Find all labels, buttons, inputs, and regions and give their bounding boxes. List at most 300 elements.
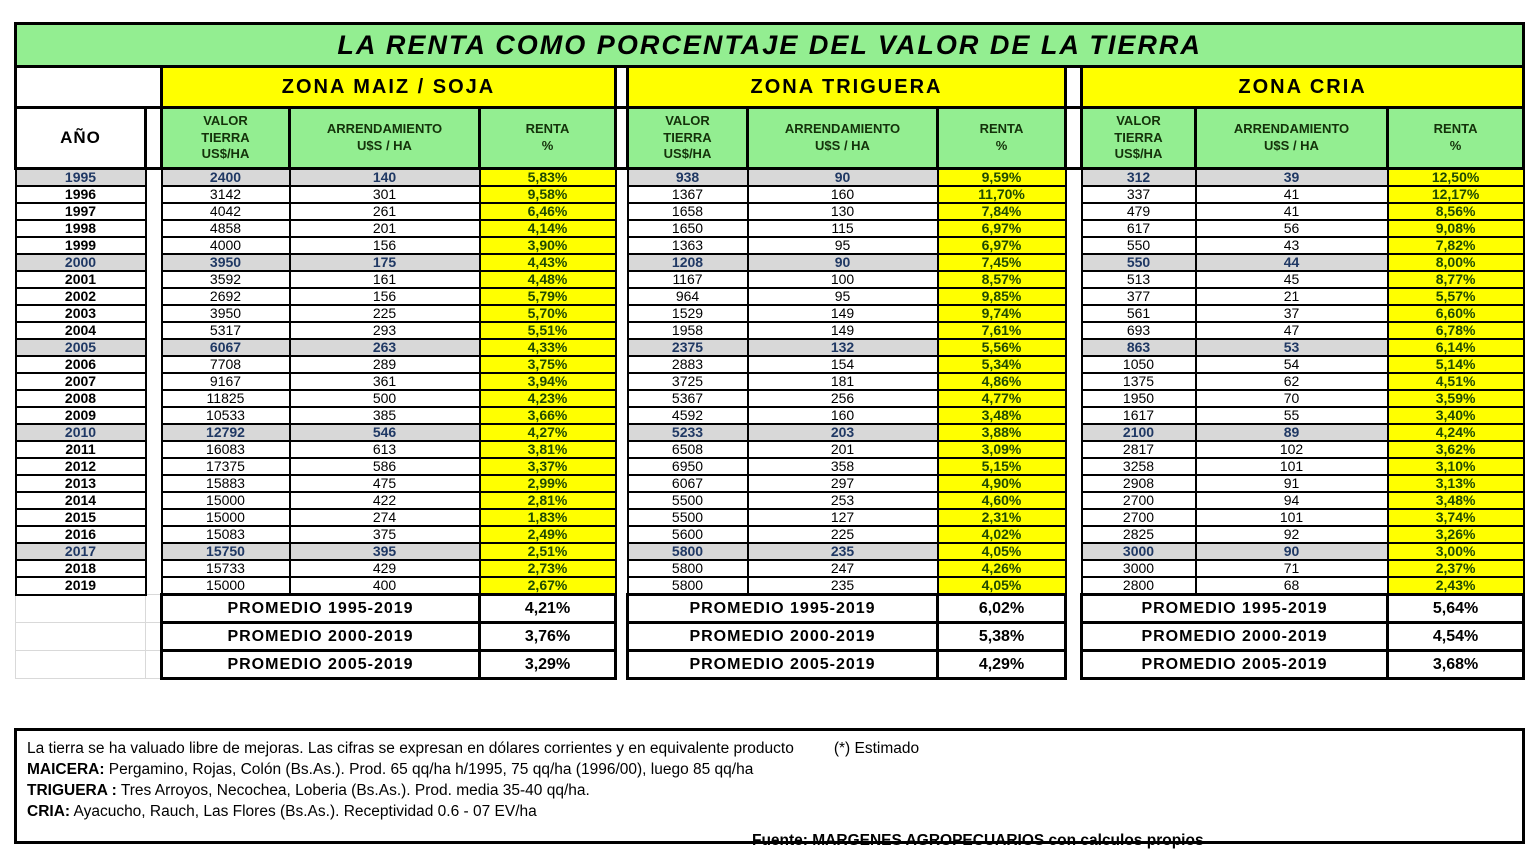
row-spacer xyxy=(1066,373,1082,390)
row-spacer xyxy=(1066,424,1082,441)
triguera-arrendamiento-cell: 115 xyxy=(748,220,938,237)
promedio-row xyxy=(16,623,1524,651)
cria-renta-cell: 12,17% xyxy=(1388,186,1524,203)
zone-cria-header: ZONA CRIA xyxy=(1082,67,1524,108)
cria-arrendamiento-cell: 54 xyxy=(1196,356,1388,373)
row-spacer xyxy=(616,458,628,475)
maiz-renta-cell: 3,90% xyxy=(480,237,616,254)
row-spacer xyxy=(1066,475,1082,492)
row-spacer xyxy=(616,373,628,390)
row-spacer xyxy=(146,203,162,220)
maiz-arrendamiento-cell: 586 xyxy=(290,458,480,475)
cria-renta-cell: 5,57% xyxy=(1388,288,1524,305)
promedio-blank xyxy=(146,595,162,623)
year-cell: 2000 xyxy=(16,254,146,271)
zone-spacer xyxy=(1066,67,1082,108)
maiz-valor-cell: 7708 xyxy=(162,356,290,373)
cria-renta-cell: 8,56% xyxy=(1388,203,1524,220)
maiz-promedio-label: PROMEDIO 2000-2019 xyxy=(162,623,480,651)
row-spacer xyxy=(146,577,162,595)
footnote-triguera: TRIGUERA : Tres Arroyos, Necochea, Loberia (Bs.As.). Prod. media 35-40 qq/ha. xyxy=(27,781,590,799)
maiz-renta-cell: 3,94% xyxy=(480,373,616,390)
promedio-body xyxy=(16,595,1524,679)
cria-arrendamiento-cell: 47 xyxy=(1196,322,1388,339)
row-spacer xyxy=(616,577,628,595)
triguera-renta-cell: 3,09% xyxy=(938,441,1066,458)
table-row xyxy=(16,526,1524,543)
triguera-arrendamiento-cell: 235 xyxy=(748,543,938,560)
promedio-blank xyxy=(146,651,162,679)
triguera-arrendamiento-cell: 253 xyxy=(748,492,938,509)
triguera-arrendamiento-cell: 358 xyxy=(748,458,938,475)
cria-valor-cell: 1375 xyxy=(1082,373,1196,390)
cria-valor-cell: 377 xyxy=(1082,288,1196,305)
triguera-renta-cell: 9,74% xyxy=(938,305,1066,322)
maiz-valor-cell: 17375 xyxy=(162,458,290,475)
zone-blank-cell xyxy=(16,67,162,108)
cria-renta-cell: 2,43% xyxy=(1388,577,1524,595)
triguera-arrendamiento-cell: 132 xyxy=(748,339,938,356)
zone-header-row xyxy=(16,67,1524,108)
triguera-renta-cell: 4,26% xyxy=(938,560,1066,577)
triguera-valor-cell: 1167 xyxy=(628,271,748,288)
maiz-arrendamiento-cell: 293 xyxy=(290,322,480,339)
maiz-arrendamiento-cell: 500 xyxy=(290,390,480,407)
cria-promedio-label: PROMEDIO 2000-2019 xyxy=(1082,623,1388,651)
cria-renta-cell: 3,59% xyxy=(1388,390,1524,407)
row-spacer xyxy=(146,288,162,305)
triguera-arrendamiento-cell: 127 xyxy=(748,509,938,526)
maiz-valor-cell: 10533 xyxy=(162,407,290,424)
year-cell: 2018 xyxy=(16,560,146,577)
row-spacer xyxy=(146,373,162,390)
triguera-valor-cell: 1958 xyxy=(628,322,748,339)
maiz-valor-cell: 6067 xyxy=(162,339,290,356)
table-row xyxy=(16,373,1524,390)
table-row xyxy=(16,169,1524,187)
triguera-valor-cell: 1208 xyxy=(628,254,748,271)
cria-renta-cell: 3,10% xyxy=(1388,458,1524,475)
maiz-renta-cell: 4,48% xyxy=(480,271,616,288)
maiz-valor-cell: 2692 xyxy=(162,288,290,305)
maiz-renta-cell: 3,81% xyxy=(480,441,616,458)
promedio-spacer xyxy=(1066,651,1082,679)
year-cell: 2008 xyxy=(16,390,146,407)
maiz-valor-cell: 15000 xyxy=(162,509,290,526)
cria-valor-cell: 617 xyxy=(1082,220,1196,237)
row-spacer xyxy=(1066,390,1082,407)
cria-renta-cell: 3,26% xyxy=(1388,526,1524,543)
triguera-renta-cell: 7,61% xyxy=(938,322,1066,339)
year-column-header: AÑO xyxy=(16,108,146,169)
triguera-valor-cell: 6067 xyxy=(628,475,748,492)
row-spacer xyxy=(146,475,162,492)
triguera-renta-cell: 4,05% xyxy=(938,577,1066,595)
cria-valor-cell: 513 xyxy=(1082,271,1196,288)
cria-arrendamiento-cell: 21 xyxy=(1196,288,1388,305)
cria-arrendamiento-cell: 43 xyxy=(1196,237,1388,254)
row-spacer xyxy=(146,305,162,322)
cria-renta-cell: 5,14% xyxy=(1388,356,1524,373)
row-spacer xyxy=(1066,356,1082,373)
cria-renta-cell: 8,77% xyxy=(1388,271,1524,288)
maiz-arrendamiento-cell: 263 xyxy=(290,339,480,356)
row-spacer xyxy=(1066,237,1082,254)
row-spacer xyxy=(1066,305,1082,322)
row-spacer xyxy=(1066,458,1082,475)
row-spacer xyxy=(1066,220,1082,237)
maiz-valor-cell: 3950 xyxy=(162,305,290,322)
year-cell: 2013 xyxy=(16,475,146,492)
triguera-arrendamiento-cell: 225 xyxy=(748,526,938,543)
maiz-valor-cell: 4000 xyxy=(162,237,290,254)
row-spacer xyxy=(146,424,162,441)
year-cell: 2014 xyxy=(16,492,146,509)
year-cell: 2001 xyxy=(16,271,146,288)
triguera-promedio-value: 4,29% xyxy=(938,651,1066,679)
triguera-valor-cell: 5800 xyxy=(628,560,748,577)
maiz-renta-cell: 5,70% xyxy=(480,305,616,322)
table-row xyxy=(16,186,1524,203)
cria-renta-cell: 12,50% xyxy=(1388,169,1524,187)
maiz-valor-cell: 3592 xyxy=(162,271,290,288)
row-spacer xyxy=(1066,407,1082,424)
row-spacer xyxy=(146,254,162,271)
triguera-arrendamiento-cell: 247 xyxy=(748,560,938,577)
cria-valor-cell: 2817 xyxy=(1082,441,1196,458)
maiz-arrendamiento-cell: 375 xyxy=(290,526,480,543)
triguera-valor-cell: 2375 xyxy=(628,339,748,356)
cria-promedio-value: 4,54% xyxy=(1388,623,1524,651)
table-row xyxy=(16,271,1524,288)
row-spacer xyxy=(146,560,162,577)
year-cell: 1997 xyxy=(16,203,146,220)
row-spacer xyxy=(616,407,628,424)
maiz-renta-cell: 4,14% xyxy=(480,220,616,237)
triguera-arrendamiento-cell: 149 xyxy=(748,305,938,322)
cria-arrendamiento-cell: 70 xyxy=(1196,390,1388,407)
triguera-renta-cell: 9,85% xyxy=(938,288,1066,305)
maiz-arrendamiento-cell: 140 xyxy=(290,169,480,187)
row-spacer xyxy=(616,509,628,526)
row-spacer xyxy=(616,390,628,407)
triguera-arrendamiento-cell: 181 xyxy=(748,373,938,390)
cria-valor-cell: 2100 xyxy=(1082,424,1196,441)
cria-arrendamiento-cell: 44 xyxy=(1196,254,1388,271)
cria-renta-cell: 6,14% xyxy=(1388,339,1524,356)
maiz-valor-cell: 4858 xyxy=(162,220,290,237)
row-spacer xyxy=(1066,271,1082,288)
cria-arrendamiento-cell: 91 xyxy=(1196,475,1388,492)
maiz-arrendamiento-cell: 289 xyxy=(290,356,480,373)
triguera-renta-header: RENTA % xyxy=(938,108,1066,169)
maiz-renta-cell: 2,67% xyxy=(480,577,616,595)
triguera-promedio-label: PROMEDIO 2005-2019 xyxy=(628,651,938,679)
triguera-valor-cell: 3725 xyxy=(628,373,748,390)
row-spacer xyxy=(616,492,628,509)
cria-arrendamiento-cell: 71 xyxy=(1196,560,1388,577)
triguera-promedio-label: PROMEDIO 1995-2019 xyxy=(628,595,938,623)
maiz-renta-cell: 2,81% xyxy=(480,492,616,509)
triguera-promedio-label: PROMEDIO 2000-2019 xyxy=(628,623,938,651)
year-cell: 2002 xyxy=(16,288,146,305)
triguera-renta-cell: 4,77% xyxy=(938,390,1066,407)
table-row xyxy=(16,322,1524,339)
year-cell: 2004 xyxy=(16,322,146,339)
maiz-arrendamiento-cell: 546 xyxy=(290,424,480,441)
maiz-valor-cell: 12792 xyxy=(162,424,290,441)
table-row xyxy=(16,509,1524,526)
triguera-arrendamiento-cell: 203 xyxy=(748,424,938,441)
year-cell: 2009 xyxy=(16,407,146,424)
cria-valor-cell: 2908 xyxy=(1082,475,1196,492)
maiz-renta-cell: 1,83% xyxy=(480,509,616,526)
cria-arrendamiento-cell: 45 xyxy=(1196,271,1388,288)
row-spacer xyxy=(616,475,628,492)
promedio-blank xyxy=(16,595,146,623)
year-cell: 2017 xyxy=(16,543,146,560)
promedio-blank xyxy=(146,623,162,651)
cria-arrendamiento-cell: 89 xyxy=(1196,424,1388,441)
maiz-renta-cell: 5,83% xyxy=(480,169,616,187)
row-spacer xyxy=(146,458,162,475)
triguera-arrendamiento-cell: 100 xyxy=(748,271,938,288)
triguera-valor-cell: 938 xyxy=(628,169,748,187)
triguera-renta-cell: 8,57% xyxy=(938,271,1066,288)
triguera-valor-cell: 1367 xyxy=(628,186,748,203)
table-row xyxy=(16,339,1524,356)
triguera-renta-cell: 4,60% xyxy=(938,492,1066,509)
triguera-valor-cell: 964 xyxy=(628,288,748,305)
year-cell: 1998 xyxy=(16,220,146,237)
triguera-renta-cell: 6,97% xyxy=(938,220,1066,237)
title-row xyxy=(16,24,1524,67)
row-spacer xyxy=(616,271,628,288)
maiz-valor-cell: 15750 xyxy=(162,543,290,560)
row-spacer xyxy=(146,169,162,187)
table-row xyxy=(16,390,1524,407)
maiz-arrendamiento-cell: 422 xyxy=(290,492,480,509)
cria-arrendamiento-cell: 90 xyxy=(1196,543,1388,560)
row-spacer xyxy=(616,305,628,322)
triguera-arrendamiento-cell: 160 xyxy=(748,407,938,424)
maiz-valor-cell: 16083 xyxy=(162,441,290,458)
row-spacer xyxy=(616,220,628,237)
year-cell: 2016 xyxy=(16,526,146,543)
triguera-renta-cell: 11,70% xyxy=(938,186,1066,203)
table-row xyxy=(16,492,1524,509)
cria-promedio-value: 5,64% xyxy=(1388,595,1524,623)
row-spacer xyxy=(1066,288,1082,305)
cria-arrendamiento-cell: 94 xyxy=(1196,492,1388,509)
cria-valor-cell: 1617 xyxy=(1082,407,1196,424)
maiz-arrendamiento-cell: 429 xyxy=(290,560,480,577)
maiz-arrendamiento-cell: 361 xyxy=(290,373,480,390)
row-spacer xyxy=(146,322,162,339)
row-spacer xyxy=(616,441,628,458)
estimado-note: (*) Estimado xyxy=(833,740,920,757)
triguera-renta-cell: 7,84% xyxy=(938,203,1066,220)
triguera-renta-cell: 2,31% xyxy=(938,509,1066,526)
year-cell: 1995 xyxy=(16,169,146,187)
maiz-renta-cell: 3,75% xyxy=(480,356,616,373)
maiz-arrendamiento-cell: 156 xyxy=(290,237,480,254)
year-cell: 2007 xyxy=(16,373,146,390)
footnote-maicera: MAICERA: Pergamino, Rojas, Colón (Bs.As.). Prod. 65 qq/ha h/1995, 75 qq/ha (1996/00), luego 85 qq/ha xyxy=(27,760,754,778)
row-spacer xyxy=(146,526,162,543)
cria-renta-cell: 6,78% xyxy=(1388,322,1524,339)
cria-promedio-label: PROMEDIO 1995-2019 xyxy=(1082,595,1388,623)
triguera-arrendamiento-cell: 160 xyxy=(748,186,938,203)
cria-valor-cell: 550 xyxy=(1082,254,1196,271)
year-cell: 2011 xyxy=(16,441,146,458)
triguera-renta-cell: 4,02% xyxy=(938,526,1066,543)
triguera-valor-cell: 5800 xyxy=(628,543,748,560)
year-cell: 2015 xyxy=(16,509,146,526)
table-row xyxy=(16,424,1524,441)
cria-valor-cell: 561 xyxy=(1082,305,1196,322)
triguera-arrendamiento-cell: 201 xyxy=(748,441,938,458)
triguera-renta-cell: 9,59% xyxy=(938,169,1066,187)
triguera-arrendamiento-cell: 130 xyxy=(748,203,938,220)
cria-arrendamiento-cell: 102 xyxy=(1196,441,1388,458)
cria-arrendamiento-cell: 92 xyxy=(1196,526,1388,543)
zone-spacer xyxy=(616,67,628,108)
maiz-valor-cell: 15083 xyxy=(162,526,290,543)
cria-valor-cell: 1950 xyxy=(1082,390,1196,407)
column-spacer xyxy=(616,108,628,169)
row-spacer xyxy=(146,390,162,407)
maiz-valor-cell: 3950 xyxy=(162,254,290,271)
triguera-valor-cell: 6508 xyxy=(628,441,748,458)
cria-valor-cell: 2700 xyxy=(1082,509,1196,526)
table-row xyxy=(16,458,1524,475)
maiz-valor-cell: 15733 xyxy=(162,560,290,577)
cria-valor-cell: 550 xyxy=(1082,237,1196,254)
triguera-renta-cell: 5,34% xyxy=(938,356,1066,373)
year-cell: 2005 xyxy=(16,339,146,356)
row-spacer xyxy=(616,560,628,577)
cria-valor-cell: 1050 xyxy=(1082,356,1196,373)
cria-arrendamiento-cell: 55 xyxy=(1196,407,1388,424)
maiz-arrendamiento-cell: 400 xyxy=(290,577,480,595)
promedio-blank xyxy=(16,651,146,679)
maiz-arrendamiento-cell: 301 xyxy=(290,186,480,203)
triguera-arrendamiento-header: ARRENDAMIENTO U$S / HA xyxy=(748,108,938,169)
maiz-arrendamiento-cell: 156 xyxy=(290,288,480,305)
maiz-renta-cell: 2,49% xyxy=(480,526,616,543)
cria-renta-cell: 3,48% xyxy=(1388,492,1524,509)
triguera-arrendamiento-cell: 297 xyxy=(748,475,938,492)
cria-arrendamiento-cell: 41 xyxy=(1196,186,1388,203)
row-spacer xyxy=(146,509,162,526)
row-spacer xyxy=(146,339,162,356)
cria-valor-cell: 3000 xyxy=(1082,560,1196,577)
triguera-arrendamiento-cell: 90 xyxy=(748,169,938,187)
column-spacer xyxy=(146,108,162,169)
table-row xyxy=(16,441,1524,458)
maiz-renta-cell: 5,79% xyxy=(480,288,616,305)
maiz-arrendamiento-cell: 225 xyxy=(290,305,480,322)
maiz-renta-header: RENTA % xyxy=(480,108,616,169)
triguera-valor-header: VALOR TIERRA US$/HA xyxy=(628,108,748,169)
triguera-valor-cell: 2883 xyxy=(628,356,748,373)
cria-renta-cell: 4,51% xyxy=(1388,373,1524,390)
cria-valor-cell: 3258 xyxy=(1082,458,1196,475)
maiz-valor-cell: 11825 xyxy=(162,390,290,407)
cria-renta-cell: 7,82% xyxy=(1388,237,1524,254)
promedio-spacer xyxy=(616,595,628,623)
maiz-renta-cell: 6,46% xyxy=(480,203,616,220)
row-spacer xyxy=(616,339,628,356)
triguera-valor-cell: 6950 xyxy=(628,458,748,475)
triguera-renta-cell: 3,48% xyxy=(938,407,1066,424)
maiz-valor-cell: 4042 xyxy=(162,203,290,220)
maiz-valor-cell: 9167 xyxy=(162,373,290,390)
column-spacer xyxy=(1066,108,1082,169)
triguera-valor-cell: 1650 xyxy=(628,220,748,237)
triguera-renta-cell: 6,97% xyxy=(938,237,1066,254)
row-spacer xyxy=(616,424,628,441)
footnote-line: La tierra se ha valuado libre de mejoras. Las cifras se expresan en dólares corrientes y en equivalente producto (*) Estimado xyxy=(27,740,920,757)
promedio-spacer xyxy=(1066,595,1082,623)
maiz-arrendamiento-cell: 475 xyxy=(290,475,480,492)
triguera-valor-cell: 1363 xyxy=(628,237,748,254)
cria-renta-cell: 9,08% xyxy=(1388,220,1524,237)
maiz-valor-header: VALOR TIERRA US$/HA xyxy=(162,108,290,169)
row-spacer xyxy=(616,254,628,271)
cria-valor-cell: 337 xyxy=(1082,186,1196,203)
cria-arrendamiento-cell: 101 xyxy=(1196,509,1388,526)
row-spacer xyxy=(1066,560,1082,577)
cria-renta-cell: 2,37% xyxy=(1388,560,1524,577)
triguera-arrendamiento-cell: 95 xyxy=(748,237,938,254)
triguera-renta-cell: 4,86% xyxy=(938,373,1066,390)
cria-renta-cell: 8,00% xyxy=(1388,254,1524,271)
maiz-renta-cell: 3,37% xyxy=(480,458,616,475)
row-spacer xyxy=(1066,441,1082,458)
row-spacer xyxy=(616,203,628,220)
cria-arrendamiento-cell: 56 xyxy=(1196,220,1388,237)
maiz-promedio-label: PROMEDIO 2005-2019 xyxy=(162,651,480,679)
row-spacer xyxy=(1066,577,1082,595)
table-row xyxy=(16,577,1524,595)
triguera-valor-cell: 5800 xyxy=(628,577,748,595)
cria-valor-cell: 2825 xyxy=(1082,526,1196,543)
row-spacer xyxy=(616,186,628,203)
row-spacer xyxy=(616,356,628,373)
cria-arrendamiento-header: ARRENDAMIENTO U$S / HA xyxy=(1196,108,1388,169)
triguera-valor-cell: 1658 xyxy=(628,203,748,220)
cria-arrendamiento-cell: 68 xyxy=(1196,577,1388,595)
column-header-row xyxy=(16,108,1524,169)
cria-renta-cell: 4,24% xyxy=(1388,424,1524,441)
maiz-promedio-label: PROMEDIO 1995-2019 xyxy=(162,595,480,623)
maiz-arrendamiento-cell: 385 xyxy=(290,407,480,424)
promedio-row xyxy=(16,595,1524,623)
triguera-promedio-value: 5,38% xyxy=(938,623,1066,651)
cria-promedio-value: 3,68% xyxy=(1388,651,1524,679)
maiz-arrendamiento-cell: 161 xyxy=(290,271,480,288)
triguera-valor-cell: 5367 xyxy=(628,390,748,407)
triguera-valor-cell: 5500 xyxy=(628,492,748,509)
table-row xyxy=(16,543,1524,560)
cria-valor-cell: 2700 xyxy=(1082,492,1196,509)
triguera-renta-cell: 5,15% xyxy=(938,458,1066,475)
row-spacer xyxy=(1066,254,1082,271)
maiz-renta-cell: 4,33% xyxy=(480,339,616,356)
triguera-renta-cell: 5,56% xyxy=(938,339,1066,356)
